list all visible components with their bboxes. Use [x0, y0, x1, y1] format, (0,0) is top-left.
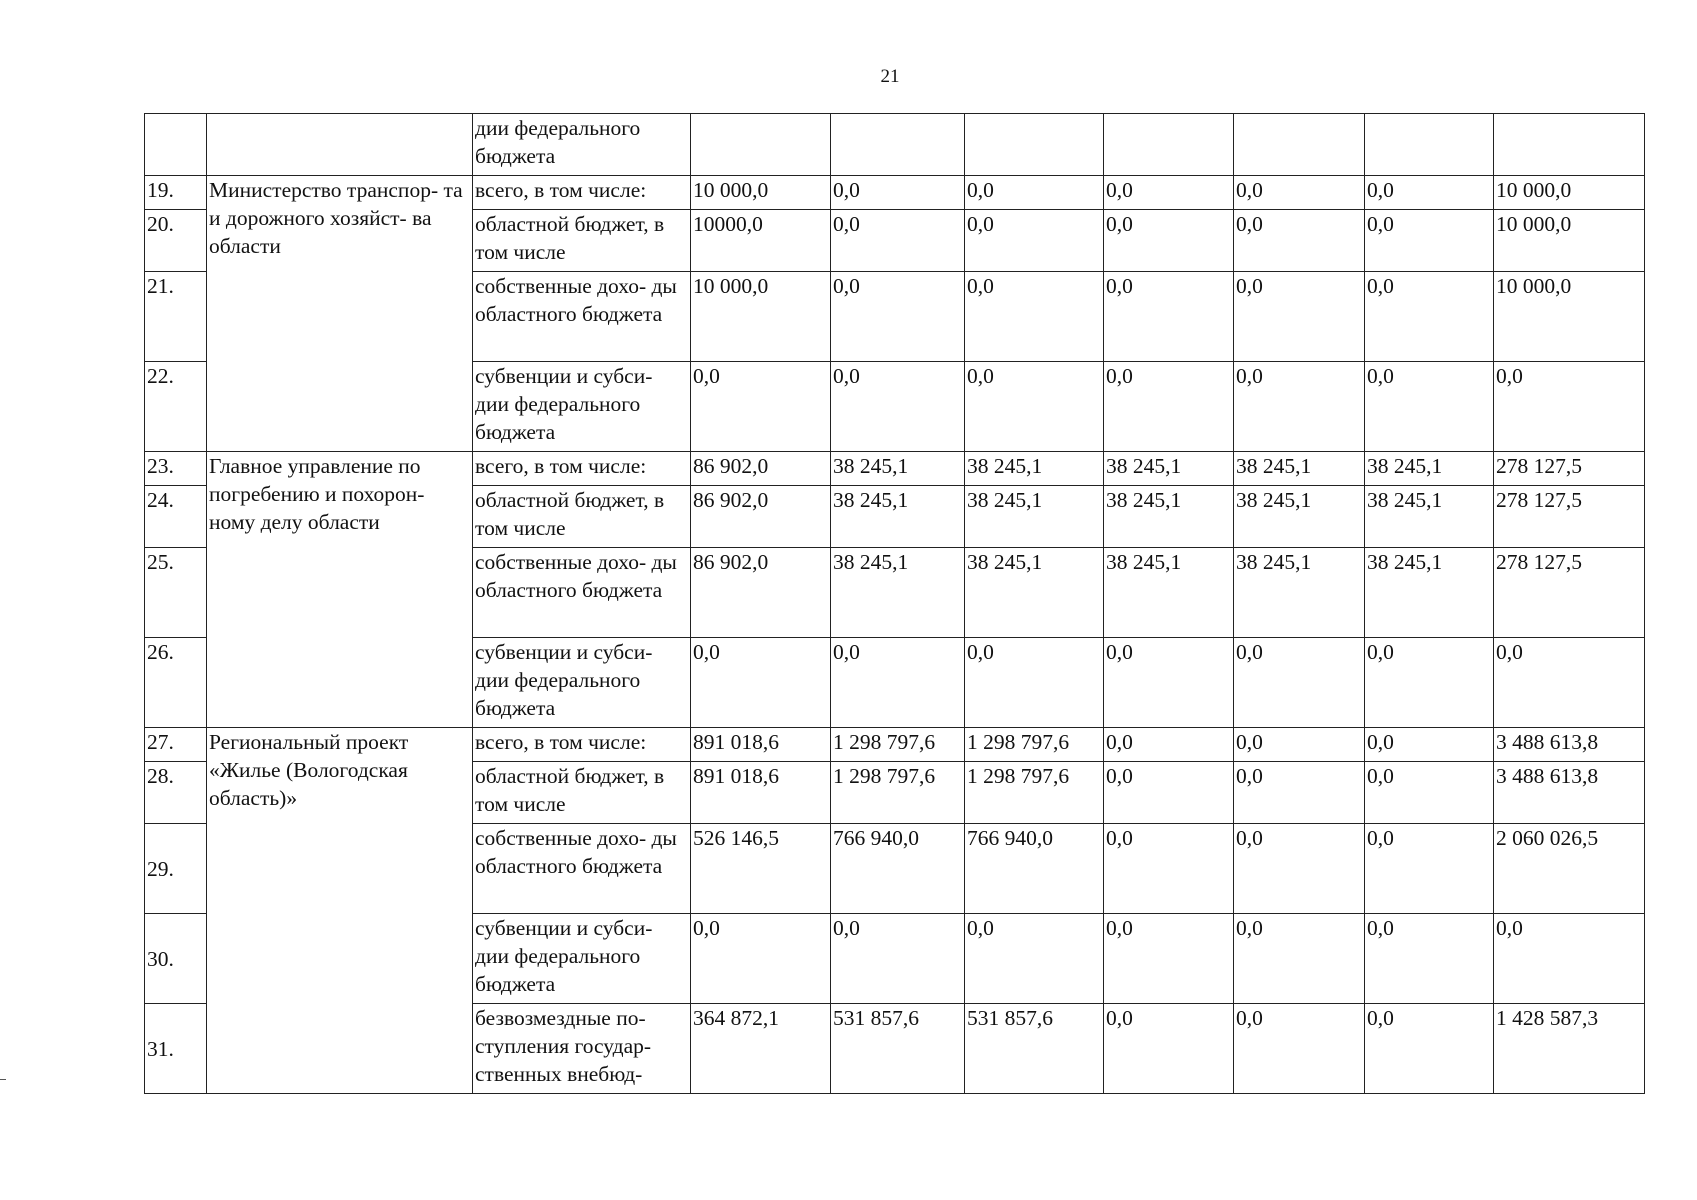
value-cell: 10000,0: [691, 210, 831, 272]
row-number: 26.: [145, 638, 207, 728]
value-cell: 38 245,1: [965, 548, 1104, 638]
value-cell: 0,0: [1234, 176, 1365, 210]
row-number: 27.: [145, 728, 207, 762]
row-label: субвенции и субси- дии федерального бюджета: [473, 638, 691, 728]
value-cell: 0,0: [1234, 914, 1365, 1004]
value-cell: 0,0: [1365, 728, 1494, 762]
total-value-cell: 3 488 613,8: [1494, 762, 1645, 824]
value-cell: 1 298 797,6: [831, 762, 965, 824]
value-cell: 38 245,1: [831, 486, 965, 548]
row-label: субвенции и субси- дии федерального бюджета: [473, 914, 691, 1004]
value-cell: 0,0: [1234, 762, 1365, 824]
row-label: дии федерального бюджета: [473, 114, 691, 176]
value-cell: 0,0: [965, 914, 1104, 1004]
value-cell: 0,0: [831, 176, 965, 210]
total-value-cell: 0,0: [1494, 362, 1645, 452]
budget-table: [144, 113, 1645, 1094]
value-cell: 0,0: [691, 914, 831, 1004]
value-cell: 38 245,1: [1234, 486, 1365, 548]
value-cell: 0,0: [1234, 1004, 1365, 1094]
total-value-cell: 10 000,0: [1494, 176, 1645, 210]
row-label: собственные дохо- ды областного бюджета: [473, 824, 691, 914]
value-cell: 10 000,0: [691, 272, 831, 362]
value-cell: 10 000,0: [691, 176, 831, 210]
value-cell: 38 245,1: [965, 486, 1104, 548]
value-cell: 0,0: [831, 210, 965, 272]
value-cell: 0,0: [1365, 762, 1494, 824]
row-label: всего, в том числе:: [473, 176, 691, 210]
value-cell: 0,0: [691, 362, 831, 452]
total-value-cell: 0,0: [1494, 638, 1645, 728]
total-value-cell: 10 000,0: [1494, 210, 1645, 272]
value-cell: 38 245,1: [965, 452, 1104, 486]
value-cell: 86 902,0: [691, 486, 831, 548]
row-number: 24.: [145, 486, 207, 548]
value-cell: 0,0: [1104, 638, 1234, 728]
value-cell: 38 245,1: [1234, 548, 1365, 638]
value-cell: [1365, 114, 1494, 176]
value-cell: 0,0: [1365, 362, 1494, 452]
value-cell: 0,0: [965, 176, 1104, 210]
value-cell: [1104, 114, 1234, 176]
value-cell: 38 245,1: [1365, 452, 1494, 486]
value-cell: 0,0: [1365, 210, 1494, 272]
value-cell: 531 857,6: [965, 1004, 1104, 1094]
page-number: 21: [880, 66, 900, 87]
value-cell: 766 940,0: [965, 824, 1104, 914]
value-cell: 526 146,5: [691, 824, 831, 914]
value-cell: 0,0: [1365, 824, 1494, 914]
row-number: 28.: [145, 762, 207, 824]
total-value-cell: 278 127,5: [1494, 548, 1645, 638]
table-row: [145, 176, 1645, 210]
value-cell: 891 018,6: [691, 762, 831, 824]
value-cell: 0,0: [1234, 210, 1365, 272]
value-cell: 38 245,1: [1104, 486, 1234, 548]
value-cell: 86 902,0: [691, 548, 831, 638]
value-cell: 0,0: [691, 638, 831, 728]
row-label: областной бюджет, в том числе: [473, 210, 691, 272]
scan-edge-mark: [0, 1079, 6, 1080]
total-value-cell: 10 000,0: [1494, 272, 1645, 362]
row-label: собственные дохо- ды областного бюджета: [473, 272, 691, 362]
row-label: всего, в том числе:: [473, 728, 691, 762]
value-cell: 0,0: [831, 914, 965, 1004]
row-number: 22.: [145, 362, 207, 452]
value-cell: 0,0: [831, 638, 965, 728]
total-value-cell: 0,0: [1494, 914, 1645, 1004]
row-number: 21.: [145, 272, 207, 362]
row-label: субвенции и субси- дии федерального бюджета: [473, 362, 691, 452]
value-cell: 0,0: [1365, 1004, 1494, 1094]
total-value-cell: 2 060 026,5: [1494, 824, 1645, 914]
value-cell: 0,0: [1365, 638, 1494, 728]
table-row: [145, 114, 1645, 176]
value-cell: 0,0: [1365, 176, 1494, 210]
row-number: 20.: [145, 210, 207, 272]
group-name-cell: [207, 114, 473, 176]
value-cell: 0,0: [1365, 914, 1494, 1004]
value-cell: 766 940,0: [831, 824, 965, 914]
value-cell: 0,0: [965, 272, 1104, 362]
value-cell: 0,0: [1234, 824, 1365, 914]
value-cell: [1494, 114, 1645, 176]
value-cell: 0,0: [1365, 272, 1494, 362]
value-cell: [691, 114, 831, 176]
table-row: [145, 452, 1645, 486]
value-cell: 38 245,1: [1365, 548, 1494, 638]
row-number: 25.: [145, 548, 207, 638]
value-cell: 0,0: [1104, 362, 1234, 452]
value-cell: 0,0: [1234, 728, 1365, 762]
value-cell: 0,0: [1234, 272, 1365, 362]
value-cell: 38 245,1: [831, 452, 965, 486]
total-value-cell: 3 488 613,8: [1494, 728, 1645, 762]
row-number: 31.: [145, 1004, 207, 1094]
value-cell: 0,0: [1104, 914, 1234, 1004]
value-cell: [831, 114, 965, 176]
value-cell: 1 298 797,6: [965, 728, 1104, 762]
value-cell: 0,0: [1104, 762, 1234, 824]
row-label: собственные дохо- ды областного бюджета: [473, 548, 691, 638]
row-label: всего, в том числе:: [473, 452, 691, 486]
value-cell: 0,0: [831, 362, 965, 452]
row-number: 30.: [145, 914, 207, 1004]
total-value-cell: 278 127,5: [1494, 486, 1645, 548]
value-cell: [965, 114, 1104, 176]
value-cell: 0,0: [1234, 638, 1365, 728]
value-cell: 38 245,1: [1104, 548, 1234, 638]
row-label: областной бюджет, в том числе: [473, 486, 691, 548]
value-cell: 0,0: [965, 210, 1104, 272]
value-cell: 0,0: [965, 638, 1104, 728]
row-number: 19.: [145, 176, 207, 210]
total-value-cell: 278 127,5: [1494, 452, 1645, 486]
value-cell: 38 245,1: [1104, 452, 1234, 486]
value-cell: 364 872,1: [691, 1004, 831, 1094]
row-number: 23.: [145, 452, 207, 486]
group-name: Главное управление по погребению и похорон- ному делу области: [207, 452, 473, 728]
value-cell: 891 018,6: [691, 728, 831, 762]
value-cell: 0,0: [831, 272, 965, 362]
row-number-cell: [145, 114, 207, 176]
value-cell: 0,0: [1104, 1004, 1234, 1094]
row-label: областной бюджет, в том числе: [473, 762, 691, 824]
value-cell: 531 857,6: [831, 1004, 965, 1094]
value-cell: 0,0: [965, 362, 1104, 452]
total-value-cell: 1 428 587,3: [1494, 1004, 1645, 1094]
value-cell: 1 298 797,6: [965, 762, 1104, 824]
value-cell: 86 902,0: [691, 452, 831, 486]
group-name: Министерство транспор- та и дорожного хозяйст- ва области: [207, 176, 473, 452]
row-number: 29.: [145, 824, 207, 914]
value-cell: 38 245,1: [1365, 486, 1494, 548]
value-cell: 38 245,1: [831, 548, 965, 638]
value-cell: 0,0: [1104, 272, 1234, 362]
value-cell: 1 298 797,6: [831, 728, 965, 762]
value-cell: 38 245,1: [1234, 452, 1365, 486]
value-cell: 0,0: [1104, 824, 1234, 914]
value-cell: [1234, 114, 1365, 176]
value-cell: 0,0: [1104, 176, 1234, 210]
row-label: безвозмездные по- ступления государ- ственных внебюд-: [473, 1004, 691, 1094]
group-name: Региональный проект «Жилье (Вологодская область)»: [207, 728, 473, 1094]
value-cell: 0,0: [1234, 362, 1365, 452]
value-cell: 0,0: [1104, 728, 1234, 762]
value-cell: 0,0: [1104, 210, 1234, 272]
table-row: [145, 728, 1645, 762]
